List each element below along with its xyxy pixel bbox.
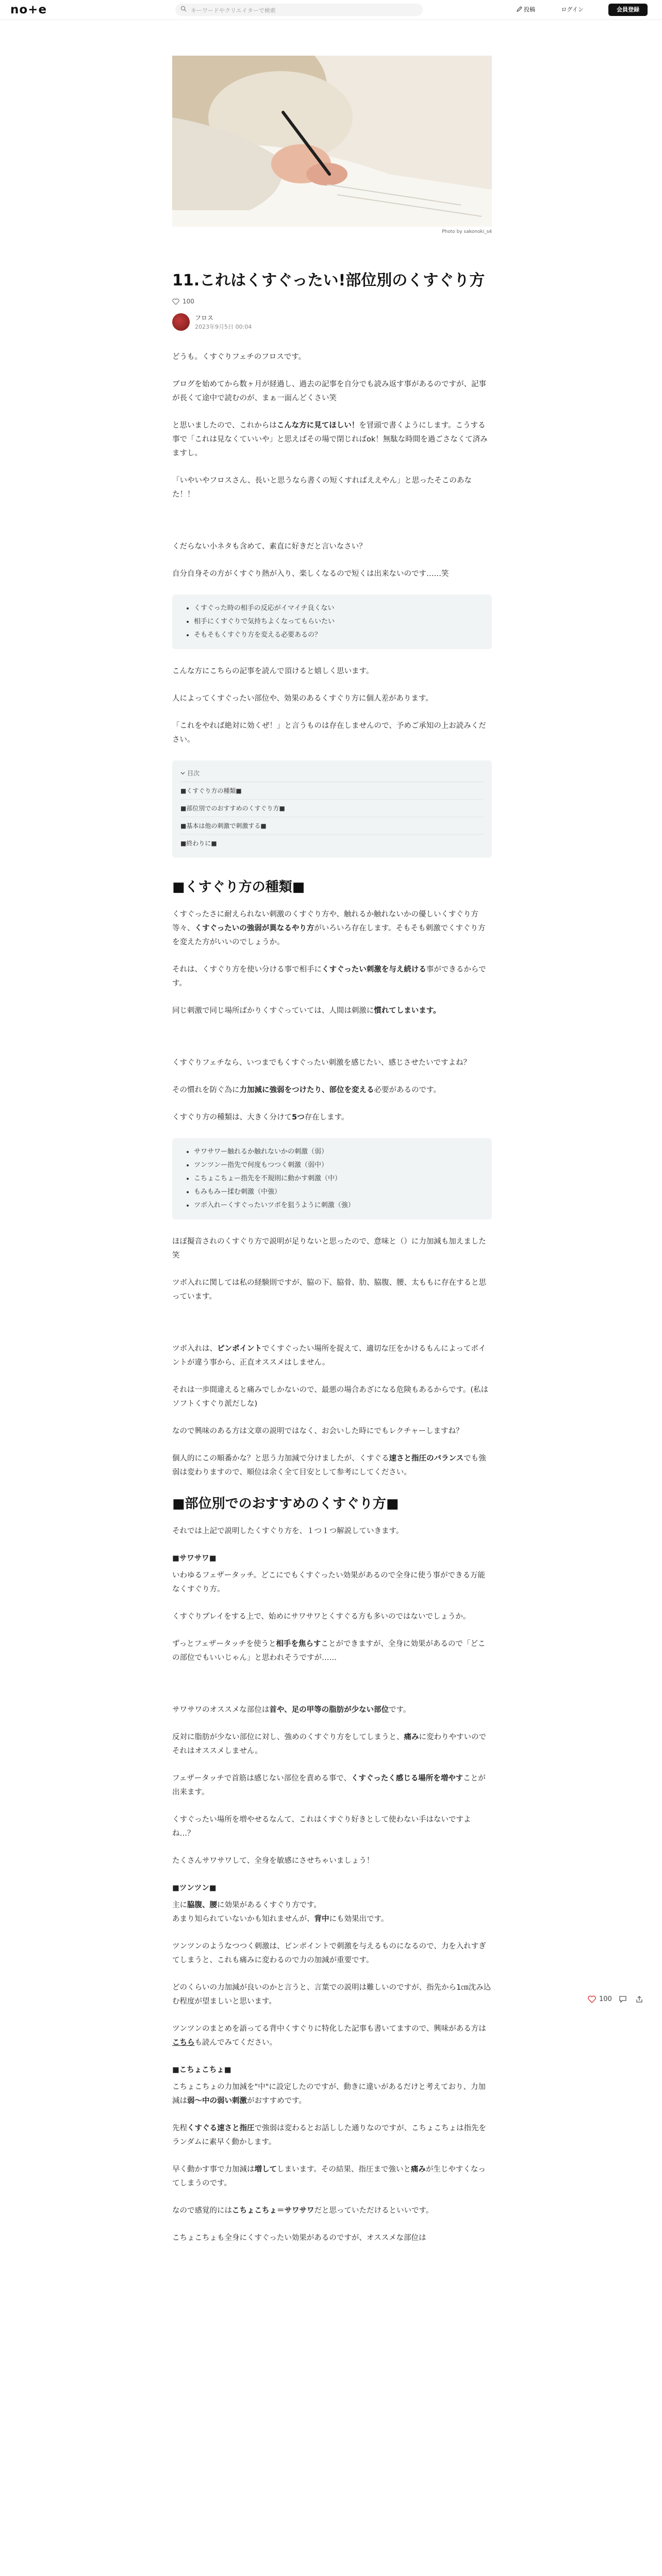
side-like-count: 100 — [599, 1995, 612, 2003]
paragraph: それは一歩間違えると痛みでしかないので、最悪の場合あざになる危険もあるからです。(私はソフトくすぐり派だしな) — [172, 1386, 489, 1408]
subsection-heading: ■こちょこちょ■ — [172, 2066, 231, 2074]
paragraph: ツンツンのまとめを語ってる背中くすぐりに特化した記事も書いてますので、興味がある方はこちらも読んでみてください。 — [172, 2025, 486, 2047]
photo-credit: Photo by sakonoki_s4 — [442, 229, 492, 234]
author-block[interactable] — [172, 312, 492, 333]
login-button[interactable]: ログイン — [561, 6, 584, 13]
section-heading: ■部位別でのおすすめのくすぐり方■ — [172, 1496, 399, 1512]
paragraph: 「いやいやフロスさん、長いと思うなら書くの短くすればええやん」と思ったそこのあなた！！ — [172, 477, 472, 499]
target-reader-box — [172, 595, 492, 649]
signup-button[interactable]: 会員登録 — [608, 4, 648, 16]
post-button[interactable] — [510, 4, 541, 16]
subsection-heading: ■ツンツン■ — [172, 1884, 217, 1892]
article — [172, 270, 492, 2259]
paragraph: こちょこちょの力加減を"中"に設定したのですが、動きに違いがあるだけと考えており、力加減は弱～中の弱い刺激がおすすめです。 — [172, 2083, 486, 2105]
share-icon[interactable] — [635, 1995, 643, 2003]
list-item: • そもそもくすぐり方を変える必要あるの？ — [194, 629, 479, 642]
paragraph: いわゆるフェザータッチ。どこにでもくすぐったい効果があるので全身に使う事ができる万能なくすぐり方。 — [172, 1571, 485, 1594]
article-title: 11.これはくすぐったい!部位別のくすぐり方 — [172, 272, 485, 290]
list-item: • 相手にくすぐりで気持ちよくなってもらいたい — [194, 615, 479, 629]
pen-icon — [517, 6, 522, 12]
toc-item[interactable]: ■終わりに■ — [180, 840, 217, 847]
paragraph: ツンツンのようなつつく刺激は、ピンポイントで刺激を与えるものになるので、力を入れすぎてしまうと、これも痛みに変わるので力の加減が重要です。 — [172, 1942, 486, 1964]
toc-toggle[interactable] — [180, 767, 484, 782]
paragraph: その慣れを防ぐ為に力加減に強弱をつけたり、部位を変える必要があるのです。 — [172, 1086, 441, 1094]
tickle-types-box — [172, 1138, 492, 1219]
paragraph: こちょこちょも全身にくすぐったい効果があるのですが、オススメな部位は — [172, 2234, 426, 2242]
article-link[interactable]: こちら — [172, 2039, 195, 2047]
section-heading: ■くすぐり方の種類■ — [172, 879, 305, 895]
paragraph: 早く動かす事で力加減は増してしまいます。その結果、指圧まで強いと痛みが生じやすくなってしまうのです。 — [172, 2165, 486, 2188]
paragraph: 先程くすぐる速さと指圧で強弱は変わるとお話しした通りなのですが、こちょこちょは指先をランダムに素早く動かします。 — [172, 2124, 486, 2146]
list-item: • もみもみー揉む刺激（中強） — [194, 1185, 479, 1199]
paragraph: ブログを始めてから数ヶ月が経過し、過去の記事を自分でも読み返す事があるのですが、記事が長くて途中で読むのが、まぁ一面んどくさい笑 — [172, 380, 486, 402]
note-logo[interactable]: no+e — [10, 3, 47, 16]
paragraph: と思いましたので、これからはこんな方に見てほしい！を冒頭で書くようにします。こうする事で「これは見なくていいや」と思えばその場で閉じればok！無駄な時間を過ごさなくて済みますし。 — [172, 421, 488, 457]
paragraph: くすぐりフェチなら、いつまでもくすぐったい刺激を感じたい、感じさせたいですよね？ — [172, 1059, 471, 1067]
heart-icon[interactable] — [172, 298, 179, 305]
paragraph: サワサワのオススメな部位は首や、足の甲等の脂肪が少ない部位です。 — [172, 1706, 411, 1714]
paragraph: どうも。くすぐりフェチのフロスです。 — [172, 353, 306, 361]
search-icon — [180, 6, 187, 12]
paragraph: ほぼ擬音されのくすぐり方で説明が足りないと思ったので、意味と（）に力加減も加えました笑 — [172, 1238, 486, 1260]
avatar[interactable] — [172, 313, 190, 331]
paragraph: くすぐったさに耐えられない刺激のくすぐり方や、触れるか触れないかの優しいくすぐり方等々、くすぐったいの強弱が異なるやり方がいろいろ存在します。そもそも刺激でくすぐり方を変えた方がいいのでしょうか。 — [172, 910, 486, 946]
paragraph: なので興味のある方は文章の説明ではなく、お会いした時にでもレクチャーしますね？ — [172, 1427, 464, 1435]
list-item: • ツンツンー指先で何度もつつく刺激（弱中） — [194, 1159, 479, 1172]
toc-heading: 目次 — [187, 770, 200, 777]
table-of-contents — [172, 760, 492, 858]
toc-item[interactable]: ■くすぐり方の種類■ — [180, 782, 484, 800]
floating-actions — [588, 1994, 650, 2006]
paragraph: たくさんサワサワして、全身を敏感にさせちゃいましょう！ — [172, 1857, 374, 1865]
list-item: • ツボ入れーくすぐったいツボを狙うように刺激（強） — [194, 1199, 479, 1212]
author-name[interactable]: フロス — [195, 314, 214, 321]
paragraph: 自分自身その方がくすぐり熱が入り、楽しくなるので短くは出来ないのです……笑 — [172, 570, 449, 578]
list-item: • くすぐった時の相手の反応がイマイチ良くない — [194, 602, 479, 615]
paragraph: なので感覚的にはこちょこちょ＝サワサワだと思っていただけるといいです。 — [172, 2207, 434, 2215]
paragraph: くすぐったい場所を増やせるなんて、これはくすぐり好きとして使わない手はないですよね…？ — [172, 1816, 471, 1838]
paragraph: くだらない小ネタも含めて、素直に好きだと言いなさい？ — [172, 543, 367, 551]
heart-icon[interactable] — [588, 1995, 596, 2003]
paragraph: 「これをやれば絶対に効くぜ！」と言うものは存在しませんので、予めご承知の上お読みください。 — [172, 722, 486, 744]
subsection-heading: ■サワサワ■ — [172, 1554, 217, 1563]
paragraph: ツボ入れは、ピンポイントでくすぐったい場所を捉えて、適切な圧をかけるもんによってポイントが違う事から、正直オススメはしません。 — [172, 1345, 486, 1367]
paragraph: ツボ入れに関しては私の経験則ですが、脇の下、脇骨、肋、脇腹、腰、太ももに存在すると思っています。 — [172, 1279, 486, 1301]
paragraph: 同じ刺激で同じ場所ばかりくすぐっていては、人間は刺激に慣れてしまいます。 — [172, 1007, 441, 1015]
toc-item[interactable]: ■部位別でのおすすめのくすぐり方■ — [180, 800, 484, 817]
publish-date: 2023年9月5日 00:04 — [195, 324, 252, 330]
paragraph: こんな方にこちらの記事を読んで頂けると嬉しく思います。 — [172, 667, 374, 675]
paragraph: フェザータッチで首筋は感じない部位を責める事で、くすぐったく感じる場所を増やすことが出来ます。 — [172, 1774, 486, 1797]
paragraph: くすぐり方の種類は、大きく分けて5つ存在します。 — [172, 1113, 349, 1122]
paragraph: ずっとフェザータッチを使うと相手を焦らすことができますが、全身に効果があるので「どこの部位でもいいじゃん」と思われそうですが…… — [172, 1640, 486, 1662]
paragraph: 人によってくすぐったい部位や、効果のあるくすぐり方に個人差があります。 — [172, 694, 433, 703]
like-count: 100 — [183, 298, 194, 305]
writing-photo — [172, 56, 492, 227]
paragraph: 個人的にこの順番かな？と思う力加減で分けましたが、くすぐる速さと指圧のバランスでも強弱は変わりますので、順位は余く全て目安として参考にしてください。 — [172, 1454, 486, 1477]
chevron-down-icon — [180, 771, 185, 775]
paragraph: それでは上記で説明したくすぐり方を、１つ１つ解説していきます。 — [172, 1527, 404, 1535]
paragraph: くすぐりプレイをする上で、始めにサワサワとくすぐる方も多いのではないでしょうか。 — [172, 1613, 471, 1621]
paragraph: それは、くすぐり方を使い分ける事で相手にくすぐったい刺激を与え続ける事ができるからです。 — [172, 965, 486, 988]
hero-image — [172, 56, 492, 227]
paragraph: 反対に脂肪が少ない部位に対し、強めのくすぐり方をしてしまうと、痛みに変わりやすいのでそれはオススメしません。 — [172, 1733, 486, 1755]
like-summary — [172, 298, 492, 308]
global-header — [0, 0, 662, 20]
search-placeholder: キーワードやクリエイターで検索 — [191, 7, 276, 14]
post-label: 投稿 — [524, 6, 535, 13]
paragraph: 主に脇腹、腰に効果があるくすぐり方です。 あまり知られていないかも知れませんが、背中にも効果出です。 — [172, 1901, 389, 1923]
paragraph: どのくらいの力加減が良いのかと言うと、言葉での説明は難しいのですが、指先から1㎝沈み込む程度が望ましいと思います。 — [172, 1984, 491, 2006]
toc-item[interactable]: ■基本は他の刺激で刺激する■ — [180, 817, 484, 835]
list-item: • こちょこちょー指先を不規則に動かす刺激（中） — [194, 1172, 479, 1185]
comment-icon[interactable] — [619, 1995, 627, 2003]
search-input[interactable] — [175, 4, 423, 16]
list-item: • サワサワー触れるか触れないかの刺激（弱） — [194, 1145, 479, 1159]
